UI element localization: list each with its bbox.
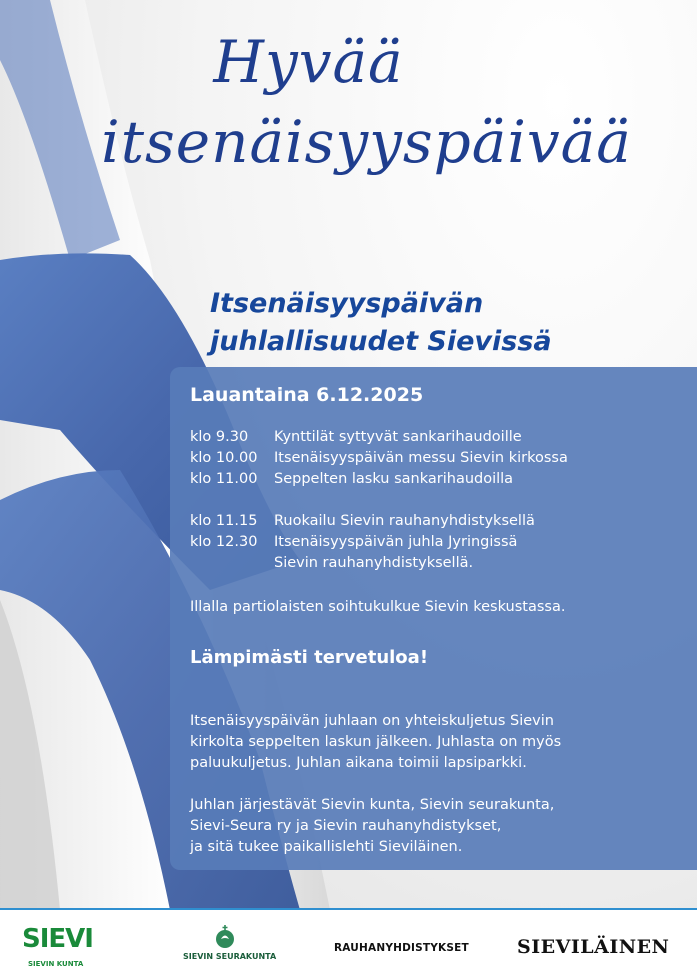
schedule-text: Kynttilät syttyvät sankarihaudoille — [274, 429, 522, 445]
schedule-time: klo 11.00 — [190, 471, 258, 487]
sponsor-footer — [0, 910, 697, 980]
schedule-text: Ruokailu Sievin rauhanyhdistyksellä — [274, 513, 535, 529]
schedule-row — [190, 450, 568, 466]
schedule-text: Itsenäisyyspäivän juhla Jyringissä — [274, 534, 518, 550]
seurakunta-logo-text: SIEVIN SEURAKUNTA — [183, 952, 277, 961]
schedule-time: klo 12.30 — [190, 534, 258, 550]
church-dove-icon — [212, 924, 238, 950]
schedule-text: Seppelten lasku sankarihaudoilla — [274, 471, 514, 487]
schedule-text: Itsenäisyyspäivän messu Sievin kirkossa — [274, 450, 568, 466]
schedule-time: klo 11.15 — [190, 513, 258, 529]
schedule-time: klo 10.00 — [190, 450, 258, 466]
event-heading-line-1: Itsenäisyyspäivän — [210, 288, 484, 319]
sievilainen-logo: SIEVILÄINEN — [517, 936, 670, 958]
greeting-line-1: Hyvää — [213, 28, 404, 96]
sievi-logo: SIEVI — [22, 924, 93, 954]
organizers-line: Juhlan järjestävät Sievin kunta, Sievin seurakunta, — [190, 797, 555, 813]
schedule-time: klo 9.30 — [190, 429, 249, 445]
schedule-row — [190, 471, 513, 487]
rauhanyhdistykset-logo: RAUHANYHDISTYKSET — [334, 942, 469, 954]
sievi-logo-subtitle: SIEVIN KUNTA — [28, 960, 84, 968]
greeting-line-2: itsenäisyyspäivää — [101, 108, 632, 176]
program-box — [170, 367, 697, 870]
evening-note: Illalla partiolaisten soihtukulkue Sievin keskustassa. — [190, 599, 566, 615]
schedule-row — [190, 429, 522, 445]
transport-line: kirkolta seppelten laskun jälkeen. Juhlasta on myös — [190, 734, 562, 750]
welcome-text: Lämpimästi tervetuloa! — [190, 647, 429, 668]
schedule-row-continuation — [274, 555, 473, 571]
transport-line: paluukuljetus. Juhlan aikana toimii lapsiparkki. — [190, 755, 527, 771]
event-heading-line-2: juhlallisuudet Sievissä — [210, 326, 552, 357]
organizers-line: Sievi-Seura ry ja Sievin rauhanyhdistykset, — [190, 818, 502, 834]
schedule-text: Sievin rauhanyhdistyksellä. — [274, 555, 474, 571]
event-date: Lauantaina 6.12.2025 — [190, 384, 424, 406]
schedule-row — [190, 534, 517, 550]
organizers-line: ja sitä tukee paikallislehti Sieviläinen. — [190, 839, 463, 855]
transport-line: Itsenäisyyspäivän juhlaan on yhteiskuljetus Sievin — [190, 713, 554, 729]
schedule-row — [190, 513, 535, 529]
